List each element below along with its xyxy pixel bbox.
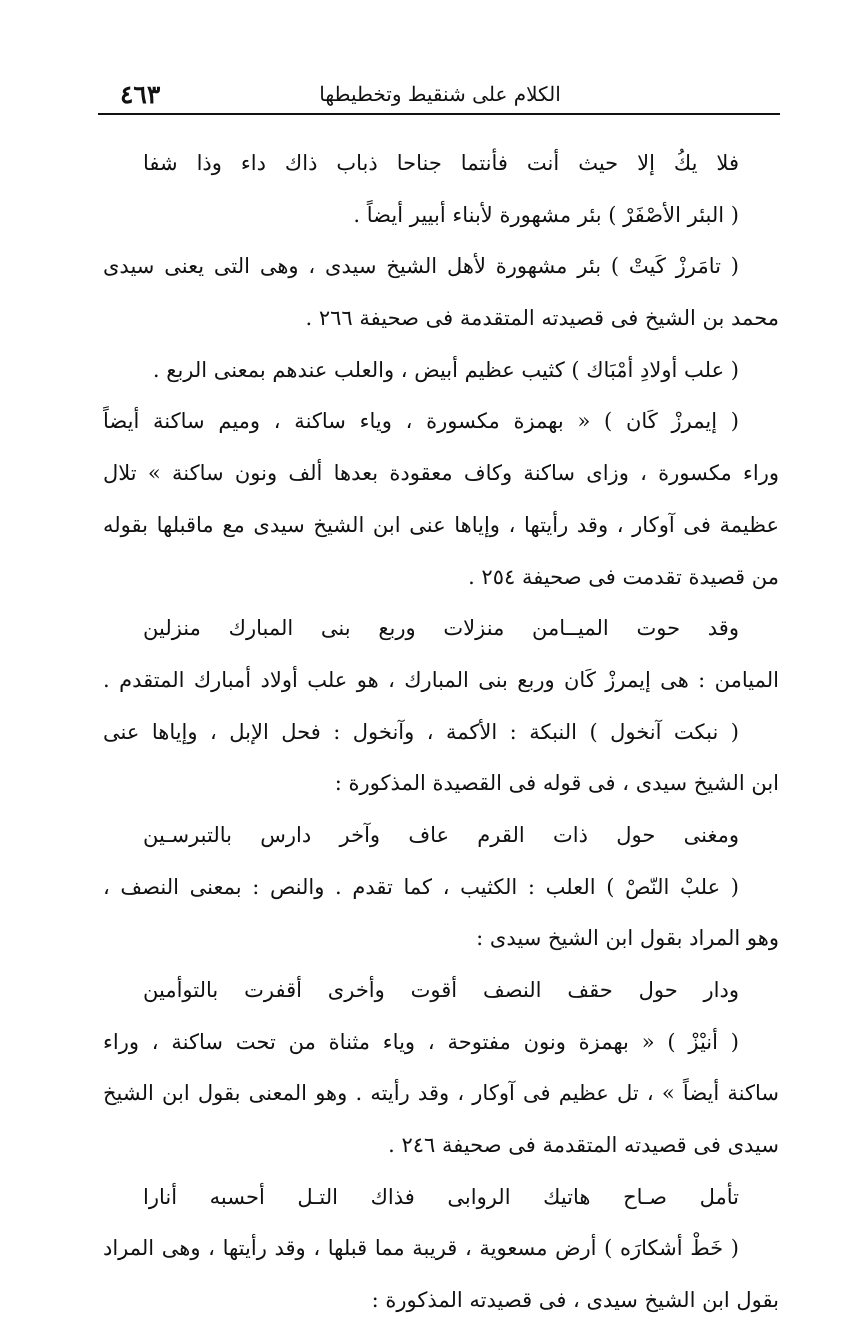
text-line: ( نبكت آنخول ) النبكة : الأكمة ، وآنخول : فحل الإبل ، وإياها عنى xyxy=(103,719,739,744)
verse-line: تأمل صـاح هاتيك الروابى فذاك التـل أحسبه أنارا xyxy=(143,1184,739,1209)
text-line: ( أنيْزْ ) « بهمزة ونون مفتوحة ، وياء مثناة من تحت ساكنة ، وراء xyxy=(103,1029,739,1054)
text-line: الميامن : هى إيمرزْ كَان وربع بنى المبارك ، هو علب أولاد أمبارك المتقدم . xyxy=(103,667,779,692)
text-line: وهو المراد بقول ابن الشيخ سيدى : xyxy=(476,926,779,951)
text-line: ابن الشيخ سيدى ، فى قوله فى القصيدة المذكورة : xyxy=(334,771,779,796)
text-line: ( تامَرزْ كَيتْ ) بئر مشهورة لأهل الشيخ سيدى ، وهى التى يعنى سيدى xyxy=(103,254,739,279)
verse-line: ودار حول حقف النصف أقوت وأخرى أقفرت بالتوأمين xyxy=(143,978,739,1002)
text-line: ( علبْ النّصْ ) العلب : الكثيب ، كما تقدم . والنص : بمعنى النصف ، xyxy=(103,874,739,899)
header-rule xyxy=(98,113,780,115)
text-line: سيدى فى قصيدته المتقدمة فى صحيفة ٢٤٦ . xyxy=(388,1133,779,1158)
text-line: ( البئر الأصْفَرْ ) بئر مشهورة لأبناء أبيير أيضاً . xyxy=(353,202,739,227)
verse-line: وقد حوت الميــامن منزلات وربع بنى المبارك منزلين xyxy=(143,616,739,641)
text-line: بقول ابن الشيخ سيدى ، فى قصيدته المذكورة : xyxy=(371,1288,779,1313)
text-line: ( إيمرزْ كَان ) « بهمزة مكسورة ، وياء ساكنة ، وميم ساكنة أيضاً xyxy=(103,409,739,434)
text-line: وراء مكسورة ، وزاى ساكنة وكاف معقودة بعدها ألف ونون ساكنة » تلال xyxy=(103,461,779,486)
text-line: ساكنة أيضاً » ، تل عظيم فى آوكار ، وقد رأيته . وهو المعنى بقول ابن الشيخ xyxy=(103,1081,779,1106)
page-body xyxy=(103,138,779,1327)
page-number: ٤٦٣ xyxy=(120,80,161,109)
text-line: من قصيدة تقدمت فى صحيفة ٢٥٤ . xyxy=(468,564,779,589)
running-title: الكلام على شنقيط وتخطيطها xyxy=(319,82,561,106)
text-line: ( علب أولادِ أمْبَاك ) كثيب عظيم أبيض ، والعلب عندهم بمعنى الربع . xyxy=(152,357,739,382)
verse-line: ومغنى حول ذات القرم عاف وآخر دارس بالتبرسـين xyxy=(143,822,739,847)
text-line: ( خَطْ أشكارَه ) أرض مسعوية ، قريبة مما قبلها ، وقد رأيتها ، وهى المراد xyxy=(103,1236,739,1261)
verse-line: فلا يكُ إلا حيث أنت فأنتما جناحا ذباب ذاك داء وذا شفا xyxy=(143,151,739,175)
page-header xyxy=(100,76,780,112)
text-line: عظيمة فى آوكار ، وقد رأيتها ، وإياها عنى ابن الشيخ سيدى مع ماقبلها بقوله xyxy=(103,512,779,537)
text-line: محمد بن الشيخ فى قصيدته المتقدمة فى صحيفة ٢٦٦ . xyxy=(305,306,779,331)
